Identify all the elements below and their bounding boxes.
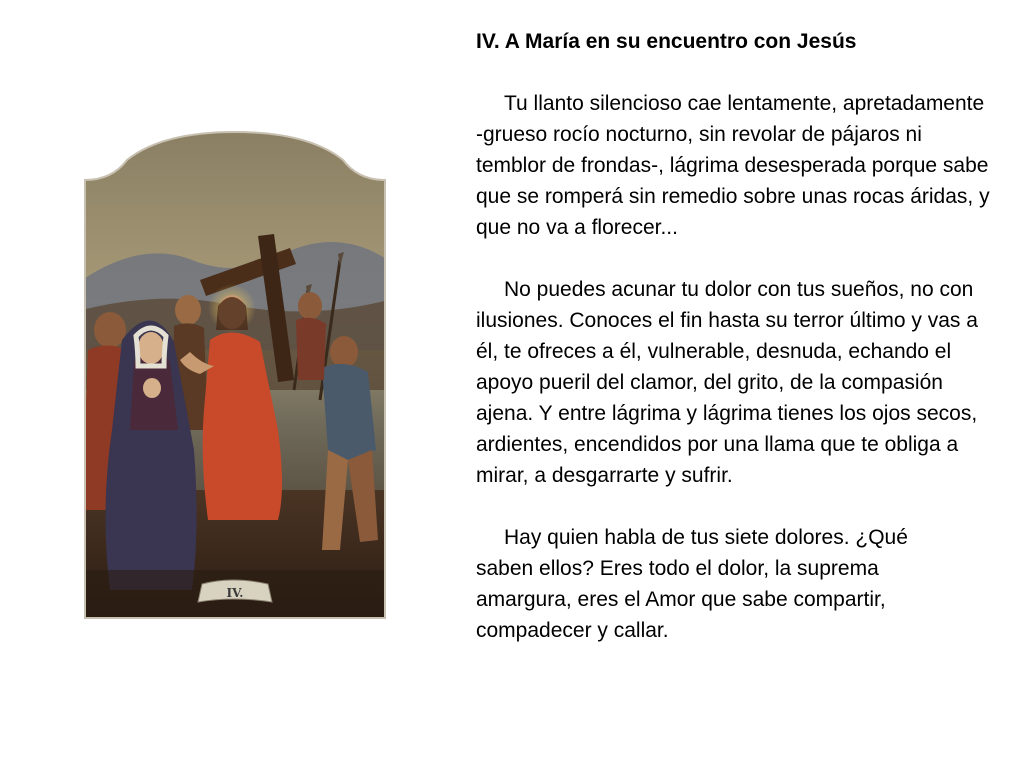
station-title: IV. A María en su encuentro con Jesús — [476, 30, 857, 53]
bystander-head-left — [94, 312, 126, 348]
paragraph-3: Hay quien habla de tus siete dolores. ¿Qué saben ellos? Eres todo el dolor, la suprema amargura, eres el Amor que sabe compartir, compadecer y callar. — [476, 526, 908, 642]
painting-svg — [82, 130, 388, 622]
station-painting — [82, 130, 388, 622]
paragraph-2: No puedes acunar tu dolor con tus sueños, no con ilusiones. Conoces el fin hasta su terror último y vas a él, te ofreces a él, vulnerable, desnuda, echando el apoyo pueril del clamor, del grito, de la compasión ajena. Y entre lágrima y lágrima tienes los ojos secos, ardientes, encendidos por una llama que te obliga a mirar, a desgarrarte y sufrir. — [476, 278, 978, 487]
soldier-head — [175, 295, 201, 325]
text-block — [476, 26, 1016, 646]
roman-numeral-plaque — [198, 580, 272, 602]
paragraph-1: Tu llanto silencioso cae lentamente, apretadamente -grueso rocío nocturno, sin revolar de pájaros ni temblor de frondas-, lágrima desesperada porque sabe que se romperá sin remedio sobre unas rocas áridas, y que no va a florecer... — [476, 92, 990, 239]
plaque-label: IV. — [226, 586, 244, 600]
